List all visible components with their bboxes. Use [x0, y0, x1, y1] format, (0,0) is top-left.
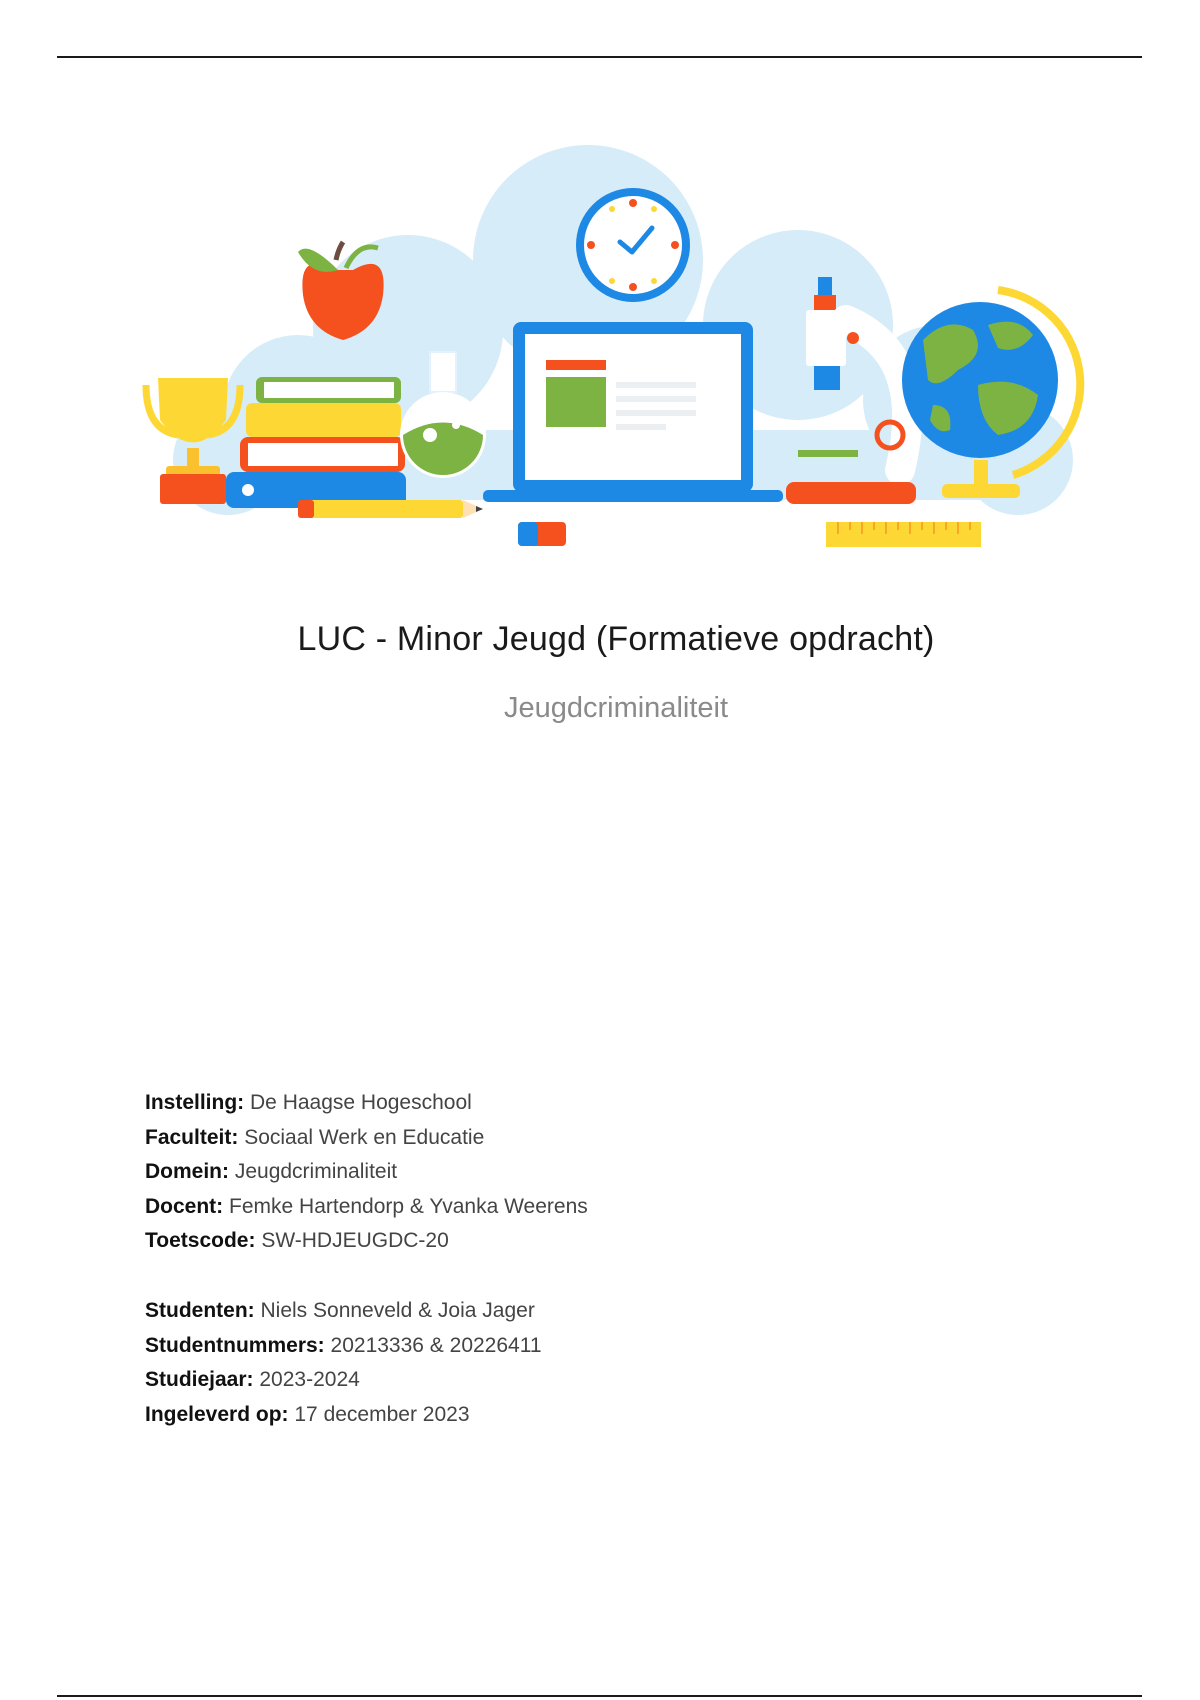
institution-details [145, 1086, 588, 1259]
detail-row-student-numbers [145, 1329, 542, 1364]
detail-label: Studenten: [145, 1299, 255, 1322]
detail-value: 17 december 2023 [294, 1402, 470, 1426]
detail-row-faculty [145, 1121, 588, 1156]
detail-value: De Haagse Hogeschool [250, 1091, 472, 1114]
detail-row-submitted [145, 1398, 542, 1433]
detail-label: Ingeleverd op: [145, 1402, 289, 1426]
detail-value: Jeugdcriminaliteit [234, 1160, 398, 1183]
detail-label: Studiejaar: [145, 1368, 254, 1391]
detail-label: Toetscode: [145, 1229, 256, 1252]
clock-icon [576, 188, 690, 302]
ruler-icon [826, 522, 981, 547]
detail-row-students [145, 1294, 542, 1329]
detail-row-institution [145, 1086, 588, 1121]
detail-value: Niels Sonneveld & Joia Jager [260, 1299, 535, 1322]
cover-illustration [138, 130, 1088, 570]
detail-label: Docent: [145, 1194, 224, 1218]
pencil-icon [298, 500, 483, 518]
detail-row-study-year [145, 1363, 542, 1398]
header-rule [57, 56, 1142, 58]
eraser-icon [518, 522, 566, 546]
detail-label: Instelling: [145, 1091, 245, 1114]
laptop-icon [483, 322, 783, 502]
detail-value: Sociaal Werk en Educatie [244, 1125, 485, 1149]
student-details [145, 1294, 542, 1432]
detail-value: 2023-2024 [259, 1368, 360, 1391]
detail-row-domain [145, 1155, 588, 1190]
footer-rule [57, 1695, 1142, 1697]
detail-row-teacher [145, 1190, 588, 1225]
detail-value: 20213336 & 20226411 [330, 1333, 542, 1357]
document-title: LUC - Minor Jeugd (Formatieve opdracht) [297, 620, 935, 658]
detail-label: Domein: [145, 1160, 229, 1183]
detail-label: Studentnummers: [145, 1333, 325, 1357]
detail-value: Femke Hartendorp & Yvanka Weerens [229, 1194, 588, 1218]
document-subtitle: Jeugdcriminaliteit [503, 692, 729, 724]
detail-value: SW-HDJEUGDC-20 [261, 1229, 449, 1252]
detail-label: Faculteit: [145, 1125, 239, 1149]
detail-row-testcode [145, 1224, 588, 1259]
